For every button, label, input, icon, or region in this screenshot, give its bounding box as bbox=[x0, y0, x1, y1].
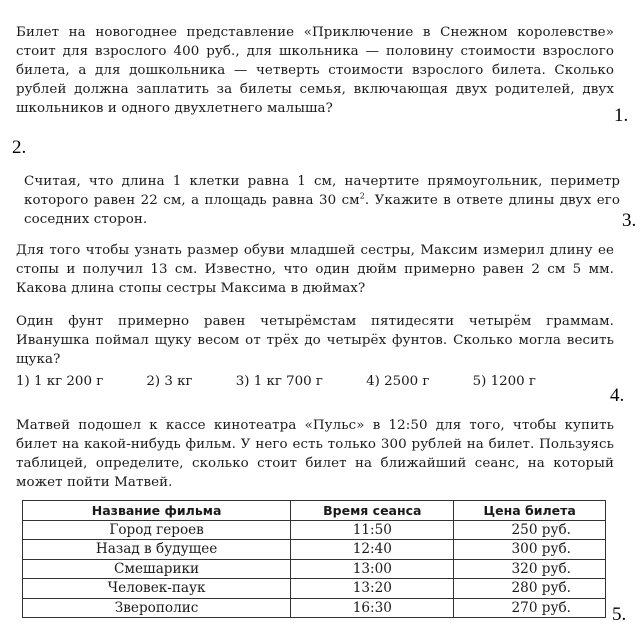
table-row bbox=[23, 598, 606, 618]
answer-option-5: 5) 1200 г bbox=[472, 374, 536, 389]
header-session-time: Время сеанса bbox=[291, 501, 454, 521]
table-row bbox=[23, 520, 606, 540]
problem-cinema-text: Матвей подошел к кассе кинотеатра «Пульс» в 12:50 для того, чтобы купить билет на какой-нибудь фильм. У него есть только 300 рублей на билет. Пользуясь таблицей, определите, сколько стоит билет на ближайший сеанс, на который может пойти Матвей. bbox=[16, 418, 614, 490]
ticket-price: 320 руб. bbox=[454, 559, 606, 579]
ticket-price: 280 руб. bbox=[454, 579, 606, 599]
problem-number-2: 2. bbox=[12, 137, 27, 158]
table-row bbox=[23, 559, 606, 579]
answer-option-3: 3) 1 кг 700 г bbox=[235, 374, 323, 389]
superscript-2: 2 bbox=[359, 191, 365, 201]
problem-number-3: 3. bbox=[622, 210, 637, 231]
answer-option-4: 4) 2500 г bbox=[366, 374, 430, 389]
problem-pike-weight-text: Один фунт примерно равен четырёмстам пятидесяти четырём граммам. Иванушка поймал щуку весом от трёх до четырёх фунтов. Сколько могла весить щука? bbox=[16, 314, 614, 367]
table-header-row bbox=[23, 501, 606, 521]
table-row bbox=[23, 540, 606, 560]
ticket-price: 300 руб. bbox=[454, 540, 606, 560]
problem-number-5: 5. bbox=[612, 604, 627, 625]
ticket-price: 270 руб. bbox=[454, 598, 606, 618]
problem-rectangle-text bbox=[24, 172, 620, 229]
session-time: 13:00 bbox=[291, 559, 454, 579]
answer-option-2: 2) 3 кг bbox=[146, 374, 193, 389]
problem-number-4: 4. bbox=[610, 385, 625, 406]
ticket-price: 250 руб. bbox=[454, 520, 606, 540]
problem-rectangle-text-a: Считая, что длина 1 клетки равна 1 см, начертите прямоугольник, периметр которого равен 22 см, а площадь равна 30 см bbox=[24, 174, 620, 208]
film-name: Зверополис bbox=[23, 598, 291, 618]
answer-option-1: 1) 1 кг 200 г bbox=[16, 374, 104, 389]
problem-ticket-text: Билет на новогоднее представление «Приключение в Снежном королевстве» стоит для взрослого 400 руб., для школьника — половину стоимости взрослого билета, а для дошкольника — четверть стоимости взрослого билета. Сколько рублей должна заплатить за билеты семья, включающая двух родителей, двух школьников и одного двухлетнего малыша? bbox=[16, 25, 614, 116]
header-ticket-price: Цена билета bbox=[454, 501, 606, 521]
answer-options bbox=[16, 374, 536, 389]
problem-number-1: 1. bbox=[614, 105, 629, 126]
film-name: Город героев bbox=[23, 520, 291, 540]
film-name: Назад в будущее bbox=[23, 540, 291, 560]
table-row bbox=[23, 579, 606, 599]
session-time: 13:20 bbox=[291, 579, 454, 599]
problem-foot-length-text: Для того чтобы узнать размер обуви младшей сестры, Максим измерил длину ее стопы и получил 13 см. Известно, что один дюйм примерно равен 2 см 5 мм. Какова длина стопы сестры Максима в дюймах? bbox=[16, 243, 614, 296]
film-name: Человек-паук bbox=[23, 579, 291, 599]
header-film-name: Название фильма bbox=[23, 501, 291, 521]
session-time: 11:50 bbox=[291, 520, 454, 540]
film-name: Смешарики bbox=[23, 559, 291, 579]
cinema-schedule-table bbox=[22, 500, 606, 618]
session-time: 16:30 bbox=[291, 598, 454, 618]
session-time: 12:40 bbox=[291, 540, 454, 560]
problem-rectangle-text-b: . Укажите в ответе длины двух его соседних сторон. bbox=[24, 193, 620, 227]
